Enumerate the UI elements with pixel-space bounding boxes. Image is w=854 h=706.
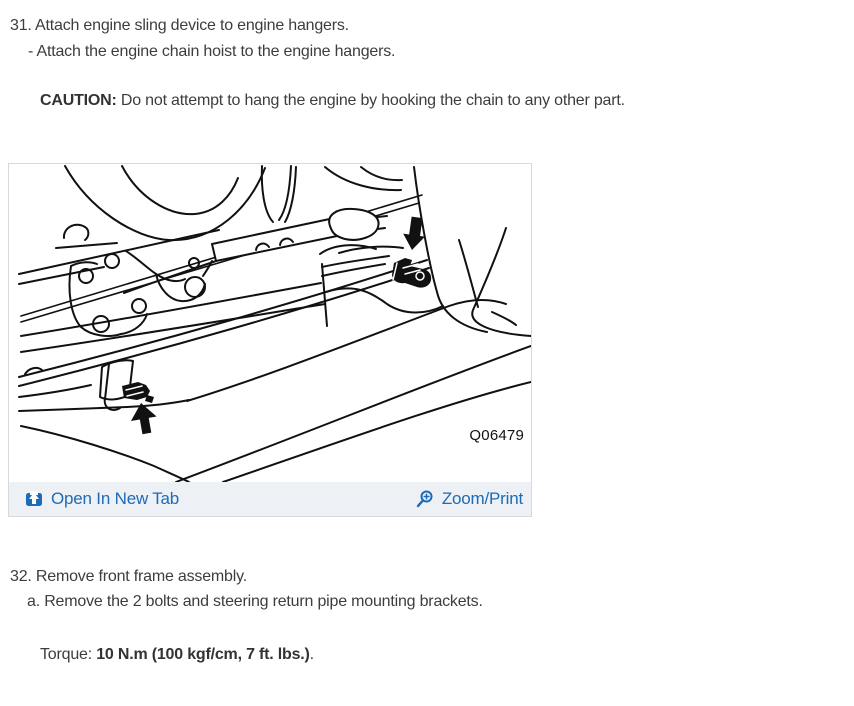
zoom-print-label: Zoom/Print [441,489,523,508]
step-32-title [10,568,247,586]
magnifier-plus-icon [416,490,434,508]
substep-marker: - [28,43,34,60]
figure-box [8,163,532,517]
line-art-drawing [9,164,531,482]
caution-label: CAUTION: [40,92,117,109]
step-31-substep [28,43,395,61]
substep-a-text: Remove the 2 bolts and steering return pipe mounting brackets. [44,593,483,610]
open-in-new-tab-link[interactable] [25,489,179,509]
engine-hanger-diagram [9,164,531,482]
torque-label: Torque: [40,646,92,663]
figure-footer [9,482,531,516]
step-32-number: 32. [10,568,32,585]
step-32-text: Remove front frame assembly. [35,568,247,585]
step-31-number: 31. [10,17,32,34]
step-32-substep [27,593,483,611]
zoom-print-link[interactable] [416,489,523,509]
step-31-title [10,17,349,35]
torque-value: 10 N.m (100 kgf/cm, 7 ft. lbs.) [96,646,310,663]
open-in-new-tab-icon [25,491,43,507]
caution-text: Do not attempt to hang the engine by hooking the chain to any other part. [120,92,625,109]
torque-suffix: . [309,646,314,663]
caution-line [40,92,625,110]
figure-code: Q06479 [469,427,524,444]
substep-a-marker: a. [27,593,40,610]
substep-text: Attach the engine chain hoist to the engine hangers. [36,43,396,60]
torque-line [40,646,314,664]
open-in-new-tab-label: Open In New Tab [51,489,180,508]
step-31-text: Attach engine sling device to engine hangers. [35,17,349,34]
